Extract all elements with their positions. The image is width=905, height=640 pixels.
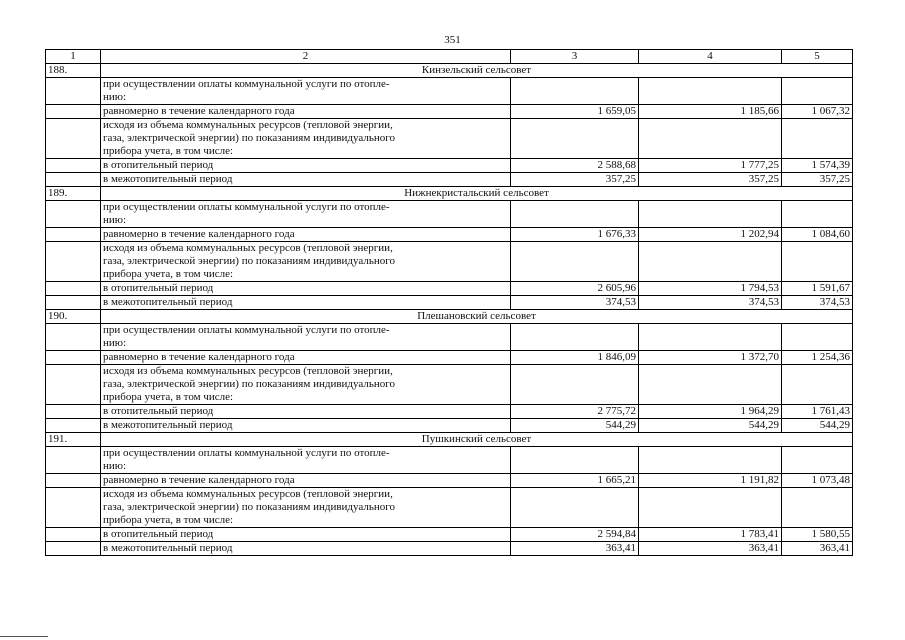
index-cell-empty (46, 351, 101, 365)
section-header-row (46, 310, 853, 324)
index-cell-empty (46, 159, 101, 173)
value-cell-col3 (511, 365, 639, 405)
table-row (46, 488, 853, 528)
table-row (46, 159, 853, 173)
index-cell-empty (46, 173, 101, 187)
table-row (46, 542, 853, 556)
row-label: в отопительный период (101, 282, 511, 296)
section-title: Кинзельский сельсовет (101, 64, 853, 78)
row-label: равномерно в течение календарного года (101, 351, 511, 365)
row-label: в межотопительный период (101, 419, 511, 433)
index-cell-empty (46, 324, 101, 351)
tariff-table-body (46, 50, 853, 556)
scan-edge-line (0, 636, 48, 637)
value-cell-col3: 2 594,84 (511, 528, 639, 542)
index-cell-empty (46, 542, 101, 556)
table-row (46, 173, 853, 187)
row-label: равномерно в течение календарного года (101, 105, 511, 119)
value-cell-col4: 1 202,94 (639, 228, 782, 242)
value-cell-col4 (639, 242, 782, 282)
value-cell-col3: 374,53 (511, 296, 639, 310)
index-cell-empty (46, 105, 101, 119)
value-cell-col3 (511, 242, 639, 282)
table-row (46, 105, 853, 119)
table-row (46, 419, 853, 433)
value-cell-col4: 1 794,53 (639, 282, 782, 296)
row-label: равномерно в течение календарного года (101, 474, 511, 488)
value-cell-col5: 1 254,36 (782, 351, 853, 365)
index-cell-empty (46, 78, 101, 105)
row-label: в отопительный период (101, 159, 511, 173)
index-cell-empty (46, 282, 101, 296)
table-row (46, 296, 853, 310)
value-cell-col5: 357,25 (782, 173, 853, 187)
page-number: 351 (444, 34, 461, 46)
value-cell-col5: 363,41 (782, 542, 853, 556)
value-cell-col3: 2 588,68 (511, 159, 639, 173)
row-label: в межотопительный период (101, 542, 511, 556)
value-cell-col4 (639, 78, 782, 105)
section-title: Нижнекристальский сельсовет (101, 187, 853, 201)
value-cell-col4: 1 964,29 (639, 405, 782, 419)
value-cell-col3: 357,25 (511, 173, 639, 187)
value-cell-col3 (511, 488, 639, 528)
value-cell-col5: 544,29 (782, 419, 853, 433)
row-label: в межотопительный период (101, 296, 511, 310)
value-cell-col3: 2 775,72 (511, 405, 639, 419)
index-cell-empty (46, 474, 101, 488)
row-label: при осуществлении оплаты коммунальной услуги по отопле- нию: (101, 324, 511, 351)
section-index: 191. (46, 433, 101, 447)
value-cell-col4 (639, 365, 782, 405)
section-index: 190. (46, 310, 101, 324)
index-cell-empty (46, 119, 101, 159)
table-row (46, 324, 853, 351)
value-cell-col3: 544,29 (511, 419, 639, 433)
value-cell-col4 (639, 119, 782, 159)
column-number-4: 4 (639, 50, 782, 64)
value-cell-col5 (782, 324, 853, 351)
value-cell-col5: 1 761,43 (782, 405, 853, 419)
value-cell-col5 (782, 119, 853, 159)
table-row (46, 282, 853, 296)
row-label: при осуществлении оплаты коммунальной услуги по отопле- нию: (101, 447, 511, 474)
index-cell-empty (46, 242, 101, 282)
row-label: в отопительный период (101, 528, 511, 542)
index-cell-empty (46, 447, 101, 474)
value-cell-col4: 1 185,66 (639, 105, 782, 119)
value-cell-col4: 1 777,25 (639, 159, 782, 173)
row-label: в отопительный период (101, 405, 511, 419)
section-title: Плешановский сельсовет (101, 310, 853, 324)
table-row (46, 365, 853, 405)
row-label: исходя из объема коммунальных ресурсов (тепловой энергии, газа, электрической энергии) по показаниям индивидуального прибора учета, в том числе: (101, 242, 511, 282)
value-cell-col5: 1 574,39 (782, 159, 853, 173)
tariff-table (45, 49, 853, 556)
value-cell-col4 (639, 201, 782, 228)
value-cell-col4: 1 191,82 (639, 474, 782, 488)
column-number-5: 5 (782, 50, 853, 64)
row-label: исходя из объема коммунальных ресурсов (тепловой энергии, газа, электрической энергии) по показаниям индивидуального прибора учета, в том числе: (101, 365, 511, 405)
index-cell-empty (46, 201, 101, 228)
index-cell-empty (46, 405, 101, 419)
value-cell-col5: 1 591,67 (782, 282, 853, 296)
table-row (46, 474, 853, 488)
row-label: равномерно в течение календарного года (101, 228, 511, 242)
value-cell-col5 (782, 447, 853, 474)
section-index: 189. (46, 187, 101, 201)
column-number-header (46, 50, 853, 64)
value-cell-col3 (511, 78, 639, 105)
value-cell-col3: 1 659,05 (511, 105, 639, 119)
value-cell-col4 (639, 447, 782, 474)
table-row (46, 242, 853, 282)
value-cell-col3 (511, 447, 639, 474)
section-header-row (46, 187, 853, 201)
index-cell-empty (46, 488, 101, 528)
value-cell-col5 (782, 78, 853, 105)
value-cell-col4: 374,53 (639, 296, 782, 310)
row-label: при осуществлении оплаты коммунальной услуги по отопле- нию: (101, 201, 511, 228)
table-row (46, 78, 853, 105)
table-row (46, 447, 853, 474)
value-cell-col3 (511, 324, 639, 351)
value-cell-col3 (511, 201, 639, 228)
value-cell-col4 (639, 488, 782, 528)
table-row (46, 201, 853, 228)
row-label: исходя из объема коммунальных ресурсов (тепловой энергии, газа, электрической энергии) по показаниям индивидуального прибора учета, в том числе: (101, 488, 511, 528)
row-label: в межотопительный период (101, 173, 511, 187)
row-label: исходя из объема коммунальных ресурсов (тепловой энергии, газа, электрической энергии) по показаниям индивидуального прибора учета, в том числе: (101, 119, 511, 159)
value-cell-col5 (782, 365, 853, 405)
value-cell-col4: 544,29 (639, 419, 782, 433)
column-number-2: 2 (101, 50, 511, 64)
index-cell-empty (46, 419, 101, 433)
column-number-3: 3 (511, 50, 639, 64)
section-title: Пушкинский сельсовет (101, 433, 853, 447)
value-cell-col5: 1 084,60 (782, 228, 853, 242)
value-cell-col3: 1 846,09 (511, 351, 639, 365)
index-cell-empty (46, 365, 101, 405)
index-cell-empty (46, 296, 101, 310)
value-cell-col4 (639, 324, 782, 351)
value-cell-col4: 1 783,41 (639, 528, 782, 542)
table-row (46, 351, 853, 365)
value-cell-col3: 1 665,21 (511, 474, 639, 488)
value-cell-col4: 1 372,70 (639, 351, 782, 365)
table-row (46, 119, 853, 159)
value-cell-col5: 1 580,55 (782, 528, 853, 542)
table-row (46, 528, 853, 542)
section-index: 188. (46, 64, 101, 78)
table-row (46, 405, 853, 419)
table-row (46, 228, 853, 242)
value-cell-col3 (511, 119, 639, 159)
value-cell-col4: 357,25 (639, 173, 782, 187)
section-header-row (46, 433, 853, 447)
value-cell-col3: 1 676,33 (511, 228, 639, 242)
value-cell-col4: 363,41 (639, 542, 782, 556)
value-cell-col3: 363,41 (511, 542, 639, 556)
section-header-row (46, 64, 853, 78)
value-cell-col5 (782, 488, 853, 528)
value-cell-col5: 1 073,48 (782, 474, 853, 488)
value-cell-col3: 2 605,96 (511, 282, 639, 296)
index-cell-empty (46, 228, 101, 242)
index-cell-empty (46, 528, 101, 542)
value-cell-col5: 374,53 (782, 296, 853, 310)
row-label: при осуществлении оплаты коммунальной услуги по отопле- нию: (101, 78, 511, 105)
value-cell-col5 (782, 201, 853, 228)
value-cell-col5 (782, 242, 853, 282)
value-cell-col5: 1 067,32 (782, 105, 853, 119)
column-number-1: 1 (46, 50, 101, 64)
